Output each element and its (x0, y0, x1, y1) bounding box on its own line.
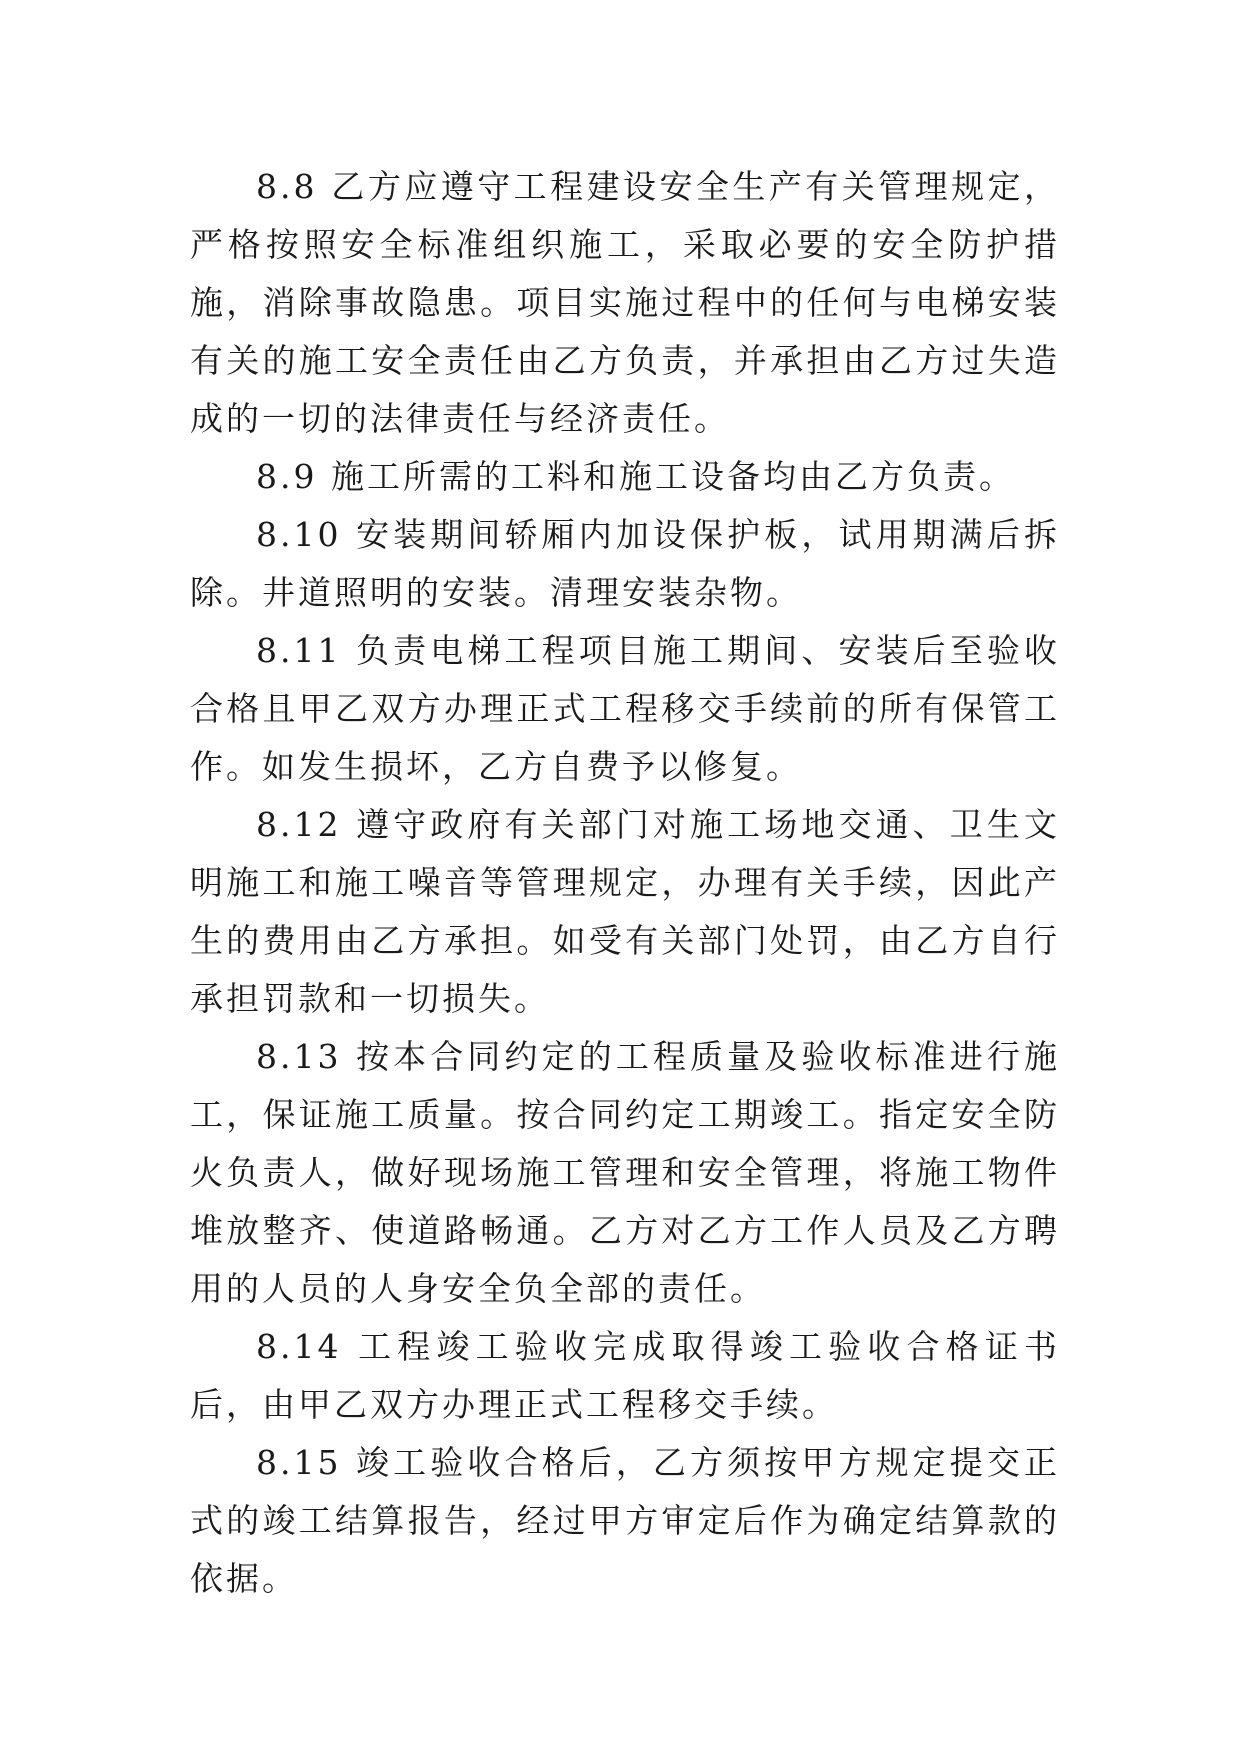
clause-8-10: 8.10 安装期间轿厢内加设保护板，试用期满后拆除。井道照明的安装。清理安装杂物。 (190, 515, 1060, 612)
clause-8-11: 8.11 负责电梯工程项目施工期间、安装后至验收合格且甲乙双方办理正式工程移交手续前的所有保管工作。如发生损坏，乙方自费予以修复。 (190, 631, 1060, 786)
clause-8-8: 8.8 乙方应遵守工程建设安全生产有关管理规定，严格按照安全标准组织施工，采取必要的安全防护措施，消除事故隐患。项目实施过程中的任何与电梯安装有关的施工安全责任由乙方负责，并承担由乙方过失造成的一切的法律责任与经济责任。 (190, 167, 1060, 438)
clause-8-15: 8.15 竣工验收合格后，乙方须按甲方规定提交正式的竣工结算报告，经过甲方审定后作为确定结算款的依据。 (190, 1443, 1060, 1598)
clause-8-9: 8.9 施工所需的工料和施工设备均由乙方负责。 (256, 457, 1015, 496)
clause-8-14: 8.14 工程竣工验收完成取得竣工验收合格证书后，由甲乙双方办理正式工程移交手续。 (190, 1327, 1060, 1424)
clause-8-12: 8.12 遵守政府有关部门对施工场地交通、卫生文明施工和施工噪音等管理规定，办理有关手续，因此产生的费用由乙方承担。如受有关部门处罚，由乙方自行承担罚款和一切损失。 (190, 805, 1060, 1018)
contract-body (190, 158, 1060, 1608)
clause-8-13: 8.13 按本合同约定的工程质量及验收标准进行施工，保证施工质量。按合同约定工期竣工。指定安全防火负责人，做好现场施工管理和安全管理，将施工物件堆放整齐、使道路畅通。乙方对乙方工作人员及乙方聘用的人员的人身安全负全部的责任。 (190, 1037, 1060, 1308)
